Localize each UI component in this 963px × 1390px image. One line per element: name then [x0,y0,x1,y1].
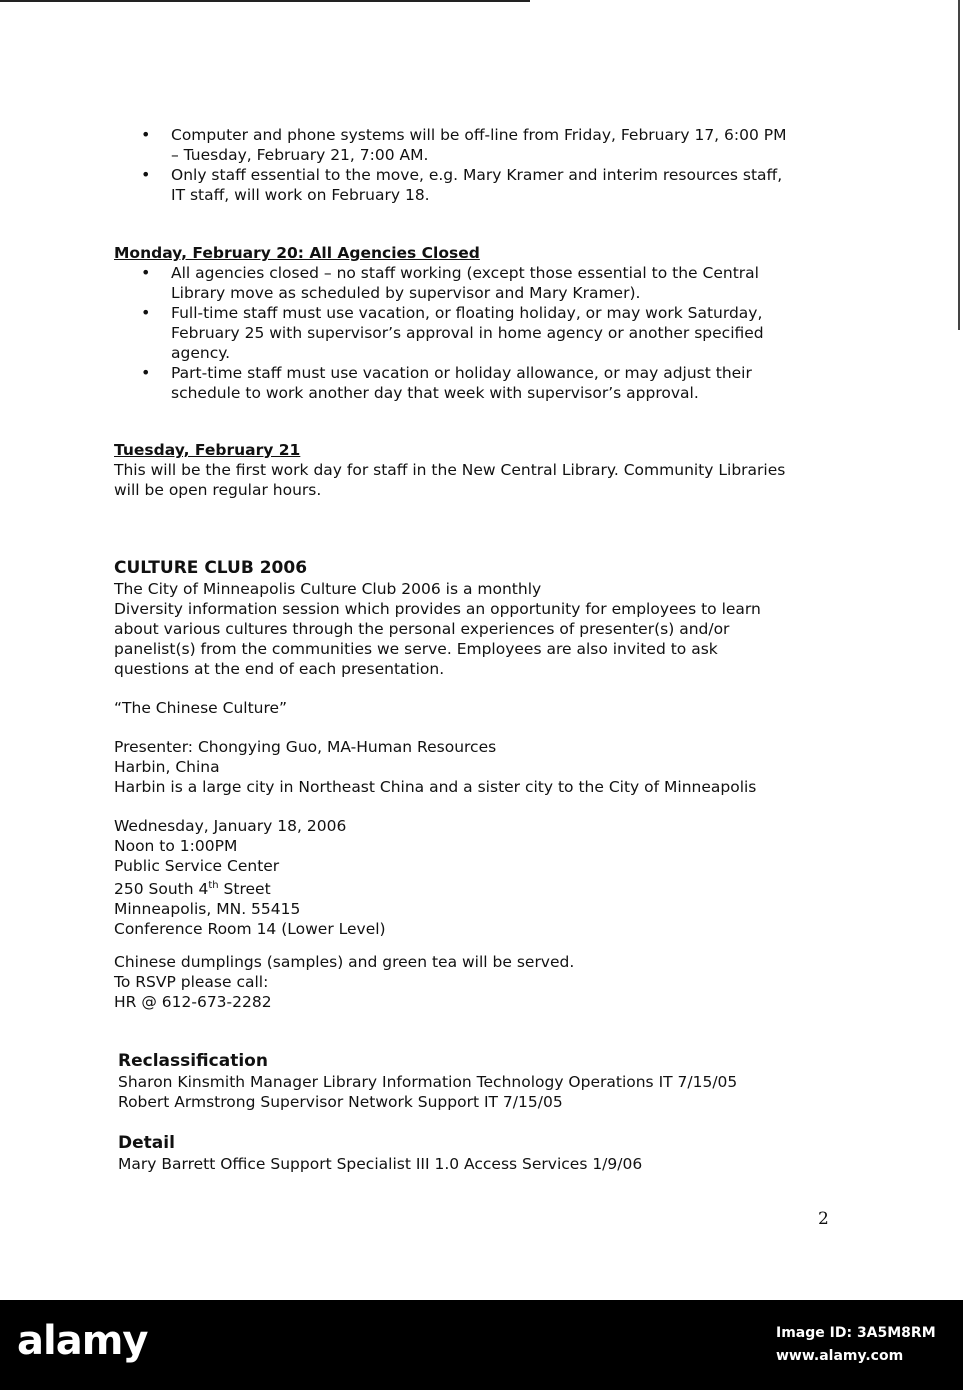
tuesday-section: Tuesday, February 21 This will be the first work day for staff in the New Central Library. Community Libraries will be open regular hours. [114,440,834,500]
section-heading: Detail [118,1133,175,1153]
presenter-info: Presenter: Chongying Guo, MA-Human Resources Harbin, China Harbin is a large city in Northeast China and a sister city to the City of Minneapolis [114,738,757,796]
event-title: “The Chinese Culture” [114,699,288,717]
section-heading: Reclassification [118,1051,268,1071]
top-bullet-list [114,125,834,205]
section-heading: Tuesday, February 21 [114,441,301,459]
list-item: • Only staff essential to the move, e.g. Mary Kramer and interim resources staff, IT staff, will work on February 18. [114,165,834,205]
list-item: • Computer and phone systems will be off-line from Friday, February 17, 6:00 PM – Tuesday, February 21, 7:00 AM. [114,125,834,165]
watermark-url: www.alamy.com [776,1348,904,1364]
street-address: 250 South 4th Street [114,880,271,899]
section-heading: Monday, February 20: All Agencies Closed [114,244,480,262]
culture-club-section: CULTURE CLUB 2006 The City of Minneapolis Culture Club 2006 is a monthly Diversity information session which provides an opportunity for employees to learn about various cultures through the personal experiences of presenter(s) and/or panelist(s) from the communities we serve. Employees are also invited to ask questions at the end of each presentation. [114,557,834,679]
scan-edge-line [0,0,530,2]
list-item: • Part-time staff must use vacation or holiday allowance, or may adjust their schedule to work another day that week with supervisor’s approval. [114,363,834,403]
detail-section: Detail Mary Barrett Office Support Specialist III 1.0 Access Services 1/9/06 [118,1132,838,1174]
image-id: Image ID: 3A5M8RM [776,1325,936,1341]
reclassification-section: Reclassification Sharon Kinsmith Manager Library Information Technology Operations IT 7/15/05 Robert Armstrong Supervisor Network Support IT 7/15/05 [118,1050,838,1112]
page-number: 2 [818,1209,829,1229]
rsvp-info: Chinese dumplings (samples) and green tea will be served. To RSVP please call: HR @ 612-673-2282 [114,953,575,1011]
list-item: • Full-time staff must use vacation, or floating holiday, or may work Saturday, February 25 with supervisor’s approval in home agency or another specified agency. [114,303,834,363]
alamy-logo: alamy [17,1318,148,1364]
section-heading: CULTURE CLUB 2006 [114,558,308,578]
list-item: • All agencies closed – no staff working (except those essential to the Central Library move as scheduled by supervisor and Mary Kramer). [114,263,834,303]
scan-edge-line [958,0,960,330]
event-details: Wednesday, January 18, 2006 Noon to 1:00PM Public Service Center 250 South 4th Street Minneapolis, MN. 55415 Conference Room 14 (Lower Level) [114,816,834,939]
monday-section [114,243,834,403]
